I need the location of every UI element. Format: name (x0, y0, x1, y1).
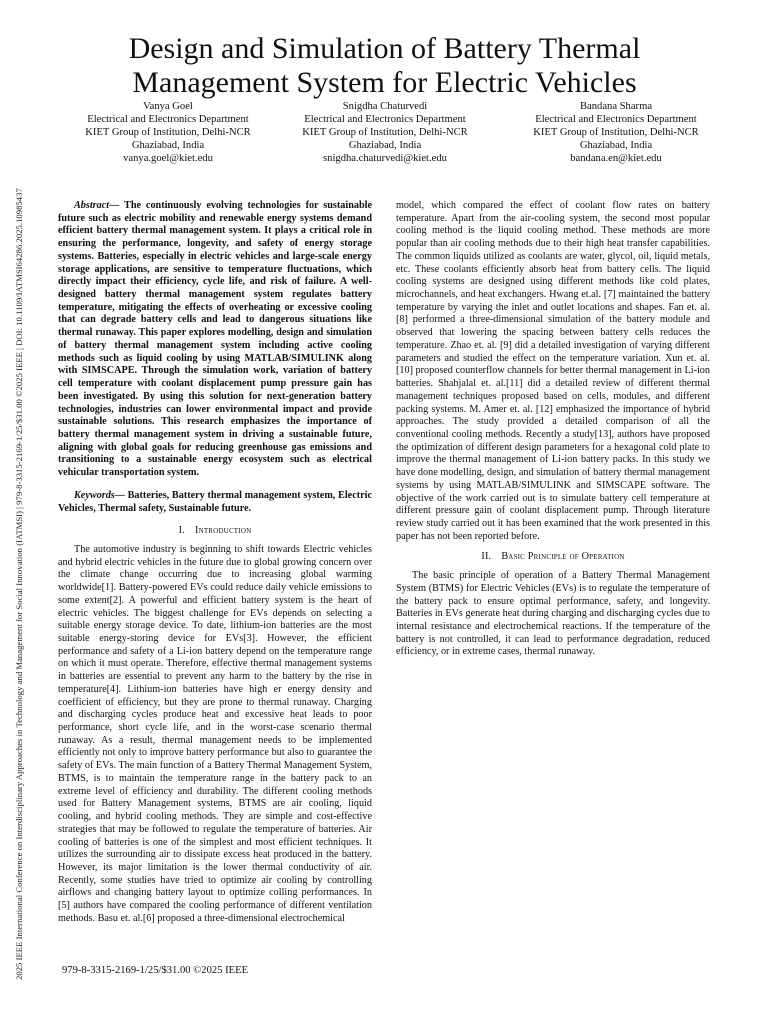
author-location: Ghaziabad, India (579, 139, 653, 151)
right-column (396, 200, 710, 659)
section-heading-basic-principle (396, 551, 710, 564)
author-department: Electrical and Electronics Department (535, 113, 697, 125)
section-title: Introduction (194, 525, 252, 537)
author-name: Bandana Sharma (579, 101, 653, 112)
conference-side-note: 2025 IEEE International Conference on Interdisciplinary Approaches in Technology and Management for Social Innovation (IATMSI) | 979-8-3315-2169-1/25/$31.00 ©2025 IEEE | DOI: 10.1109/IATMSI64286.2025.10985437 (14, 188, 24, 980)
section-heading-introduction (58, 525, 372, 538)
author-email[interactable]: vanya.goel@kiet.edu (123, 152, 213, 164)
section-body-basic-principle: The basic principle of operation of a Battery Thermal Management System (BTMS) for Electric Vehicles (EVs) is to regulate the temperature of the battery pack to ensure optimal performance, safety, and longevity. Batteries in EVs generate heat during charging and discharging cycles due to internal resistance and electrochemical reactions. If the temperature of the battery is not controlled, it can lead to performance degradation, reduced efficiency, or in extreme cases, thermal runaway. (396, 570, 710, 658)
left-column (58, 200, 372, 926)
author-department: Electrical and Electronics Department (87, 113, 249, 125)
section-body-introduction: The automotive industry is beginning to shift towards Electric vehicles and hybrid electric vehicles in the future due to global growing concern over the climate change occurring due to increasing global warming worldwide[1]. Battery-powered EVs could reduce daily vehicle emissions to some extent[2]. A powerful and efficient battery system is the heart of electric vehicles. The biggest challenge for EVs depends on selecting a suitable energy storage device. To date, lithium-ion batteries are the most suitable energy-storing device for EVs[3]. However, the efficient performance and safety of a Li-ion battery depend on the temperature range on which it must operate. Therefore, effective thermal management systems in batteries are essential to prevent any harm to the battery by the rise in temperature[4]. Lithium-ion batteries have high er energy density and coefficient of efficiency, but they are prone to thermal runaway. Charging and discharging cycles produce heat and excessive heat leads to poor performance, short cycle life, and in the worst-case scenario thermal runaway. As a result, thermal management needs to be implemented efficiently not only to improve battery performance but also to guarantee the safety of EVs. The main function of a Battery Thermal Management System, BTMS, is to maintain the temperature range in the battery pack to an extreme level of efficiency and durability. The different cooling methods used for Battery Management systems, BTMS are air cooling, liquid cooling, and hybrid cooling methods. They are simple and cost-effective strategies that may be followed to regulate the temperature of batteries. Air cooling of batteries is one of the simplest and most efficient techniques. It utilizes the surrounding air to dissipate excess heat produced in the battery. However, its major limitation is the lower thermal conductivity of air. Recently, some studies have tried to optimize air cooling by controlling airflows and changing battery layout to optimize colling performances. In [5] authors have compared the cooling performance of different ventilation methods. Basu et. al.[6] proposed a three-dimensional electrochemical (58, 543, 372, 924)
paper-title (62, 32, 707, 100)
title-line-2: Management System for Electric Vehicles (132, 66, 637, 99)
author-block-2 (277, 101, 493, 166)
author-block-3 (508, 101, 724, 166)
copyright-footer: 979-8-3315-2169-1/25/$31.00 ©2025 IEEE (62, 965, 249, 976)
title-line-1: Design and Simulation of Battery Thermal (128, 32, 641, 65)
section-number: I. (178, 525, 185, 537)
keywords-label: Keywords— (74, 489, 125, 501)
author-block-1 (60, 101, 276, 166)
author-email[interactable]: snigdha.chaturvedi@kiet.edu (323, 152, 447, 164)
section-title: Basic Principle of Operation (501, 551, 625, 563)
abstract-label: Abstract— (74, 200, 120, 211)
author-email[interactable]: bandana.en@kiet.edu (570, 152, 662, 164)
author-location: Ghaziabad, India (131, 139, 205, 151)
author-institution: KIET Group of Institution, Delhi-NCR (533, 126, 699, 138)
author-institution: KIET Group of Institution, Delhi-NCR (85, 126, 251, 138)
keywords-text: Batteries, Battery thermal management system, Electric Vehicles, Thermal safety, Sustainable future. (58, 489, 372, 514)
author-name: Snigdha Chaturvedi (342, 101, 428, 112)
author-location: Ghaziabad, India (348, 139, 422, 151)
keywords-paragraph (58, 490, 372, 515)
author-department: Electrical and Electronics Department (304, 113, 466, 125)
abstract-text: The continuously evolving technologies for sustainable future such as electric mobility and renewable energy systems demand efficient battery thermal management system. It plays a critical role in ensuring the performance, longevity, and safety of energy storage systems. Batteries, especially in electric vehicles and large-scale energy storage applications, are sensitive to temperature fluctuations, which directly impact their efficiency, cycle life, and risk of failure. A well-designed battery thermal management system regulates battery temperature, mitigating the effects of overheating or excessive cooling that can degrade battery cells and lead to dangerous situations like thermal runaway. This paper explores modelling, design and simulation of battery thermal management system including active cooling methods such as liquid cooling by using MATLAB/SIMULINK along with SIMSCAPE. Through the simulation work, variation of battery cell temperature with coolant displacement pump pressure gain has been investigated. By using this solution for next-generation battery technologies, industries can lower environmental impact and provide sustainable solutions. This research emphasizes the importance of battery thermal management system in driving a sustainable future, aligning with global goals for reducing greenhouse gas emissions and transitioning to a sustainable energy ecosystem such as electrical vehicular transportation system. (58, 200, 372, 479)
section-body-introduction-continued: model, which compared the effect of coolant flow rates on battery temperature. Apart from the air-cooling system, the second most popular cooling method is the liquid cooling method. These methods are more popular than air cooling methods due to their high heat transfer capabilities. The common liquids utilized as coolants are water, glycol, oil, liquid metals, etc. These coolants efficiently absorb heat from battery cells. The liquid cooling systems are designed using different methods like cold plates, microchannels, and heat exchangers. Hwang et.al. [7] maintained the battery temperature by varying the inlet and outlet locations and shapes. Fan et. al. [8] performed a three-dimensional simulation of the battery module and observed that lowering the spacing between battery cells reduces the temperature. Zhao et. al. [9] did a detailed investigation of varying different parameters and studied the effect on the temperature variation. Xun et. al.[10] proposed counterflow channels for better thermal management in Li-ion batteries. Shahjalal et. al.[11] did a detailed review of different thermal management techniques proposed based on cells, modules, and different packing systems. M. Amer et. al. [12] emphasized the importance of hybrid approaches. The study provided a detailed comparison of all the conventional cooling methods. Recently a study[13], authors have proposed the optimization of different design parameters for a hexagonal cold plate to improve the thermal management of Li-ion battery packs. In this study we have done modelling, design, and simulation of battery thermal management systems by using MATLAB/SIMULINK and SIMSCAPE software. The objective of the work carried out is to simulate battery cell temperature at different pressure gain of coolant displacement pump. Through literature review study carried out it has been examined that the work presented in this paper has not been reported before. (396, 200, 710, 542)
section-number: II. (481, 551, 492, 563)
author-name: Vanya Goel (143, 101, 193, 112)
author-institution: KIET Group of Institution, Delhi-NCR (302, 126, 468, 138)
abstract-paragraph (58, 200, 372, 480)
